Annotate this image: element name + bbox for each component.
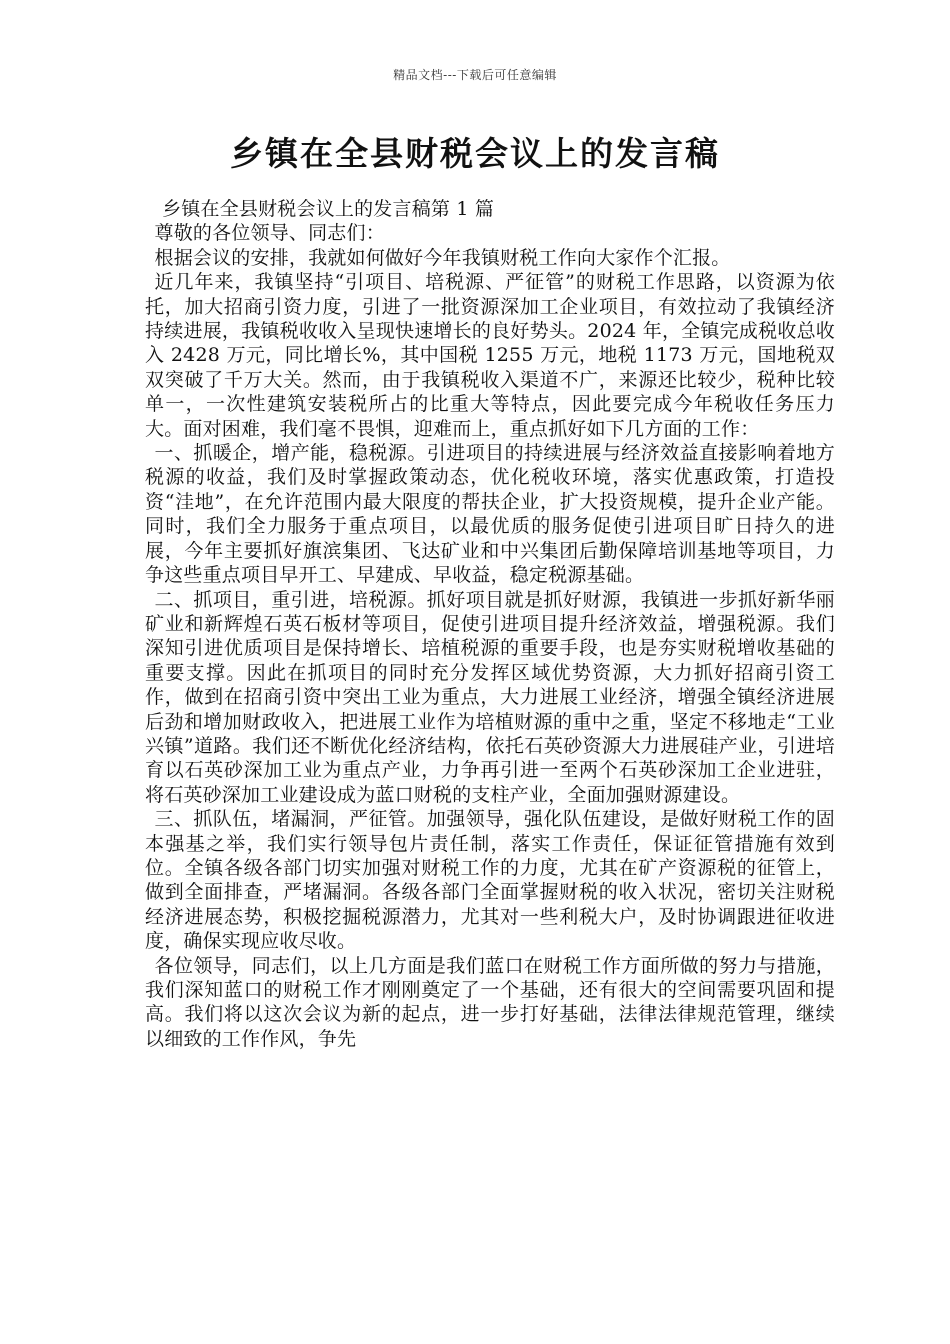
section-one-paragraph: 一、抓暖企，增产能，稳税源。引进项目的持续进展与经济效益直接影响着地方税源的收益，我们及时掌握政策动态，优化税收环境，落实优惠政策，打造投资“洼地”，在允许范围内最大限度的帮扶企业，扩大投资规模，提升企业产能。同时，我们全力服务于重点项目，以最优质的服务促使引进项目旷日持久的进展，今年主要抓好旗滨集团、飞达矿业和中兴集团后勤保障培训基地等项目，力争这些重点项目早开工、早建成、早收益，稳定税源基础。 <box>145 442 835 587</box>
section-three-paragraph: 三、抓队伍，堵漏洞，严征管。加强领导，强化队伍建设，是做好财税工作的固本强基之举，我们实行领导包片责任制，落实工作责任，保证征管措施有效到位。全镇各级各部门切实加强对财税工作的力度，尤其在矿产资源税的征管上，做到全面排查，严堵漏洞。各级各部门全面掌握财税的收入状况，密切关注财税经济进展态势，积极挖掘税源潜力，尤其对一些利税大户，及时协调跟进征收进度，确保实现应收尽收。 <box>145 808 835 953</box>
document-title: 乡镇在全县财税会议上的发言稿 <box>230 134 720 173</box>
header-note: 精品文档---下载后可任意编辑 <box>393 68 557 82</box>
intro-paragraph: 根据会议的安排，我就如何做好今年我镇财税工作向大家作个汇报。 <box>154 246 731 269</box>
section-two-paragraph: 二、抓项目，重引进，培税源。抓好项目就是抓好财源，我镇进一步抓好新华丽矿业和新辉煌石英石板材等项目，促使引进项目提升经济效益，增强税源。我们深知引进优质项目是保持增长、培植税源的重要手段，也是夯实财税增收基础的重要支撑。因此在抓项目的同时充分发挥区域优势资源，大力抓好招商引资工作，做到在招商引资中突出工业为重点，大力进展工业经济，增强全镇经济进展后劲和增加财政收入，把进展工业作为培植财源的重中之重，坚定不移地走“工业兴镇”道路。我们还不断优化经济结构，依托石英砂资源大力进展硅产业，引进培育以石英砂深加工业为重点产业，力争再引进一至两个石英砂深加工企业进驻，将石英砂深加工业建设成为蓝口财税的支柱产业，全面加强财源建设。 <box>145 588 835 806</box>
overview-paragraph: 近几年来，我镇坚持“引项目、培税源、严征管”的财税工作思路，以资源为依托，加大招商引资力度，引进了一批资源深加工企业项目，有效拉动了我镇经济持续进展，我镇税收收入呈现快速增长的良好势头。2024 年，全镇完成税收总收入 2428 万元，同比增长%，其中国税 1255 万元，地税 1173 万元，国地税双双突破了千万大关。然而，由于我镇税收入渠道不广，来源还比较少，税种比较单一，一次性建筑安装税所占的比重大等特点，因此要完成今年税收任务压力大。面对困难，我们毫不畏惧，迎难而上，重点抓好如下几方面的工作： <box>145 271 835 440</box>
closing-paragraph: 各位领导，同志们，以上几方面是我们蓝口在财税工作方面所做的努力与措施，我们深知蓝口的财税工作才刚刚奠定了一个基础，还有很大的空间需要巩固和提高。我们将以这次会议为新的起点，进一步打好基础，法律法律规范管理，继续以细致的工作作风，争先 <box>145 954 835 1050</box>
document-body <box>145 197 835 1051</box>
document-subtitle: 乡镇在全县财税会议上的发言稿第 1 篇 <box>162 198 495 220</box>
salutation-paragraph: 尊敬的各位领导、同志们： <box>154 222 385 245</box>
